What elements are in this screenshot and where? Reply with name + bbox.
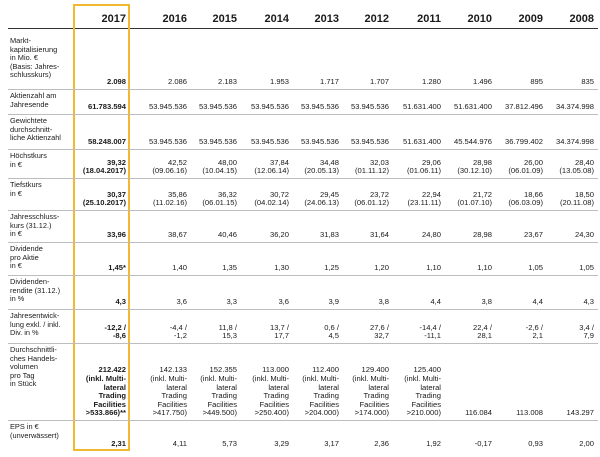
- value-cell-2010: 1,10: [477, 263, 492, 273]
- value-cell-2010: 1.496: [472, 77, 492, 87]
- value-cell-2008: 3,4 / 7,9: [579, 322, 594, 341]
- value-cell-2013: 1,25: [324, 263, 339, 273]
- value-cell-2013: 31,83: [319, 230, 339, 240]
- row-label: Markt- kapitalisierung in Mio. € (Basis: Jahres- schlusskurs): [10, 36, 60, 80]
- value-cell-2011: 51.631.400: [402, 102, 441, 112]
- value-cell-2014: 1.953: [269, 77, 289, 87]
- row-label: Höchstkurs in €: [10, 151, 47, 169]
- value-cell-2017: 2.098: [106, 77, 126, 87]
- value-cell-2009: 26,00 (06.01.09): [508, 157, 543, 176]
- row-divider: [8, 275, 598, 276]
- row-label: Gewichtete durchschnitt- liche Aktienzahl: [10, 116, 61, 143]
- value-cell-2014: 37,84 (12.06.14): [254, 157, 289, 176]
- value-cell-2011: 1,92: [426, 439, 441, 449]
- value-cell-2011: 29,06 (01.06.11): [406, 157, 441, 176]
- value-cell-2013: 53.945.536: [300, 102, 339, 112]
- value-cell-2012: 129.400 (inkl. Multi- lateral Trading Facilities >174.000): [352, 365, 389, 418]
- value-cell-2015: 36,32 (06.01.15): [202, 189, 237, 208]
- value-cell-2014: 3,6: [278, 297, 289, 307]
- value-cell-2008: 835: [581, 77, 594, 87]
- value-cell-2011: 1,10: [426, 263, 441, 273]
- table-row: [0, 36, 600, 88]
- value-cell-2013: 34,48 (20.05.13): [304, 157, 339, 176]
- row-divider: [8, 309, 598, 310]
- value-cell-2012: 31,64: [369, 230, 389, 240]
- value-cell-2015: 152.355 (inkl. Multi- lateral Trading Facilities >449.500): [200, 365, 237, 418]
- value-cell-2011: 125.400 (inkl. Multi- lateral Trading Facilities >210.000): [404, 365, 441, 418]
- value-cell-2009: 36.799.402: [504, 137, 543, 147]
- table-row: [0, 91, 600, 113]
- value-cell-2014: 113.000 (inkl. Multi- lateral Trading Facilities >250.400): [252, 365, 289, 418]
- value-cell-2012: 1.707: [369, 77, 389, 87]
- value-cell-2013: 112.400 (inkl. Multi- lateral Trading Facilities >204.000): [302, 365, 339, 418]
- row-divider: [8, 178, 598, 179]
- value-cell-2017: -12,2 / -8,6: [104, 322, 126, 341]
- value-cell-2014: 53.945.536: [250, 102, 289, 112]
- value-cell-2015: 1,35: [222, 263, 237, 273]
- table-row: [0, 345, 600, 419]
- value-cell-2008: 4,3: [583, 297, 594, 307]
- value-cell-2008: 34.374.998: [555, 137, 594, 147]
- value-cell-2008: 143.297: [566, 408, 594, 418]
- value-cell-2014: 53.945.536: [250, 137, 289, 147]
- row-label: Aktienzahl am Jahresende: [10, 91, 57, 109]
- year-header-2014: 2014: [264, 13, 289, 25]
- year-header-2017: 2017: [101, 13, 126, 25]
- value-cell-2008: 1,05: [579, 263, 594, 273]
- value-cell-2010: 51.631.400: [453, 102, 492, 112]
- value-cell-2016: 42,52 (09.06.16): [152, 157, 187, 176]
- header-row: [0, 0, 600, 28]
- value-cell-2010: 28,98: [472, 230, 492, 240]
- table-row: [0, 311, 600, 342]
- row-divider: [8, 149, 598, 150]
- value-cell-2016: -4,4 / -1,2: [169, 322, 187, 341]
- value-cell-2012: 27,6 / 32,7: [370, 322, 389, 341]
- value-cell-2008: 34.374.998: [555, 102, 594, 112]
- value-cell-2016: 4,11: [172, 439, 187, 449]
- year-header-2013: 2013: [314, 13, 339, 25]
- value-cell-2014: 30,72 (04.02.14): [254, 189, 289, 208]
- value-cell-2012: 23,72 (06.01.12): [354, 189, 389, 208]
- value-cell-2010: 45.544.976: [453, 137, 492, 147]
- value-cell-2015: 11,8 / 15,3: [218, 322, 237, 341]
- value-cell-2014: 13,7 / 17,7: [270, 322, 289, 341]
- value-cell-2013: 1.717: [319, 77, 339, 87]
- year-header-2008: 2008: [569, 13, 594, 25]
- value-cell-2017: 39,32 (18.04.2017): [82, 157, 126, 176]
- year-header-2011: 2011: [417, 13, 441, 25]
- value-cell-2016: 53.945.536: [148, 137, 187, 147]
- value-cell-2017: 4,3: [115, 297, 126, 307]
- year-header-2015: 2015: [212, 13, 237, 25]
- value-cell-2015: 53.945.536: [198, 137, 237, 147]
- value-cell-2014: 1,30: [274, 263, 289, 273]
- value-cell-2016: 53.945.536: [148, 102, 187, 112]
- row-label: Dividende pro Aktie in €: [10, 244, 43, 271]
- value-cell-2009: 37.812.496: [504, 102, 543, 112]
- table-row: [0, 151, 600, 177]
- value-cell-2012: 2,36: [374, 439, 389, 449]
- value-cell-2017: 33,96: [106, 230, 126, 240]
- value-cell-2015: 40,46: [217, 230, 237, 240]
- value-cell-2009: 113.008: [516, 408, 543, 418]
- row-label: Tiefstkurs in €: [10, 180, 42, 198]
- value-cell-2010: 22,4 / 28,1: [473, 322, 492, 341]
- value-cell-2008: 2,00: [579, 439, 594, 449]
- year-header-2010: 2010: [467, 13, 492, 25]
- value-cell-2011: 22,94 (23.11.11): [407, 189, 441, 208]
- value-cell-2010: -0,17: [474, 439, 492, 449]
- value-cell-2017: 30,37 (25.10.2017): [82, 189, 126, 208]
- value-cell-2013: 0,6 / 4,5: [324, 322, 339, 341]
- row-label: Dividenden- rendite (31.12.) in %: [10, 277, 61, 304]
- value-cell-2016: 1,40: [172, 263, 187, 273]
- value-cell-2016: 38,67: [167, 230, 187, 240]
- table-row: [0, 422, 600, 450]
- row-label: EPS in € (unverwässert): [10, 422, 59, 440]
- value-cell-2009: -2,6 / 2,1: [525, 322, 543, 341]
- row-divider: [8, 420, 598, 421]
- value-cell-2010: 3,8: [481, 297, 492, 307]
- value-cell-2011: 1.280: [421, 77, 441, 87]
- value-cell-2016: 3,6: [176, 297, 187, 307]
- value-cell-2009: 18,66 (06.03.09): [508, 189, 543, 208]
- value-cell-2017: 58.248.007: [87, 137, 126, 147]
- value-cell-2013: 3,17: [324, 439, 339, 449]
- value-cell-2010: 21,72 (01.07.10): [457, 189, 492, 208]
- value-cell-2012: 3,8: [378, 297, 389, 307]
- value-cell-2011: 51.631.400: [402, 137, 441, 147]
- row-divider: [8, 242, 598, 243]
- year-header-2012: 2012: [364, 13, 389, 25]
- value-cell-2015: 48,00 (10.04.15): [202, 157, 237, 176]
- value-cell-2009: 1,05: [528, 263, 543, 273]
- row-divider: [8, 343, 598, 344]
- value-cell-2009: 895: [530, 77, 543, 87]
- value-cell-2016: 142.133 (inkl. Multi- lateral Trading Facilities >417.750): [150, 365, 187, 418]
- value-cell-2017: 1,45*: [108, 263, 126, 273]
- value-cell-2014: 36,20: [269, 230, 289, 240]
- value-cell-2010: 116.084: [465, 408, 492, 418]
- value-cell-2009: 23,67: [523, 230, 543, 240]
- value-cell-2016: 35,86 (11.02.16): [152, 189, 187, 208]
- table-row: [0, 116, 600, 148]
- year-header-2009: 2009: [518, 13, 543, 25]
- value-cell-2017: 61.783.594: [87, 102, 126, 112]
- value-cell-2008: 24,30: [574, 230, 594, 240]
- value-cell-2008: 18,50 (20.11.08): [559, 189, 594, 208]
- value-cell-2015: 53.945.536: [198, 102, 237, 112]
- table-row: [0, 277, 600, 308]
- value-cell-2011: 24,80: [421, 230, 441, 240]
- value-cell-2013: 53.945.536: [300, 137, 339, 147]
- value-cell-2010: 28,98 (30.12.10): [457, 157, 492, 176]
- year-header-2016: 2016: [162, 13, 187, 25]
- row-divider: [8, 89, 598, 90]
- value-cell-2011: -14,4 / -11,1: [419, 322, 441, 341]
- value-cell-2015: 2.183: [217, 77, 237, 87]
- table-row: [0, 212, 600, 241]
- value-cell-2015: 5,73: [222, 439, 237, 449]
- row-divider: [8, 210, 598, 211]
- value-cell-2015: 3,3: [226, 297, 237, 307]
- row-label: Durchschnittli- ches Handels- volumen pro Tag in Stück: [10, 345, 58, 389]
- value-cell-2012: 32,03 (01.11.12): [354, 157, 389, 176]
- table-row: [0, 244, 600, 274]
- value-cell-2008: 28,40 (13.05.08): [559, 157, 594, 176]
- value-cell-2012: 1,20: [374, 263, 389, 273]
- value-cell-2012: 53.945.536: [350, 102, 389, 112]
- value-cell-2013: 29,45 (24.06.13): [304, 189, 339, 208]
- row-label: Jahresschluss- kurs (31.12.) in €: [10, 212, 60, 239]
- value-cell-2009: 0,93: [528, 439, 543, 449]
- row-label: Jahresentwick- lung exkl. / inkl. Div. in %: [10, 311, 61, 338]
- value-cell-2014: 3,29: [274, 439, 289, 449]
- value-cell-2017: 2,31: [111, 439, 126, 449]
- header-divider: [8, 28, 598, 29]
- table-row: [0, 180, 600, 209]
- value-cell-2009: 4,4: [532, 297, 543, 307]
- value-cell-2012: 53.945.536: [350, 137, 389, 147]
- value-cell-2017: 212.422 (inkl. Multi- lateral Trading Facilities >533.866)**: [85, 365, 126, 418]
- value-cell-2016: 2.086: [167, 77, 187, 87]
- value-cell-2013: 3,9: [328, 297, 339, 307]
- row-divider: [8, 114, 598, 115]
- value-cell-2011: 4,4: [430, 297, 441, 307]
